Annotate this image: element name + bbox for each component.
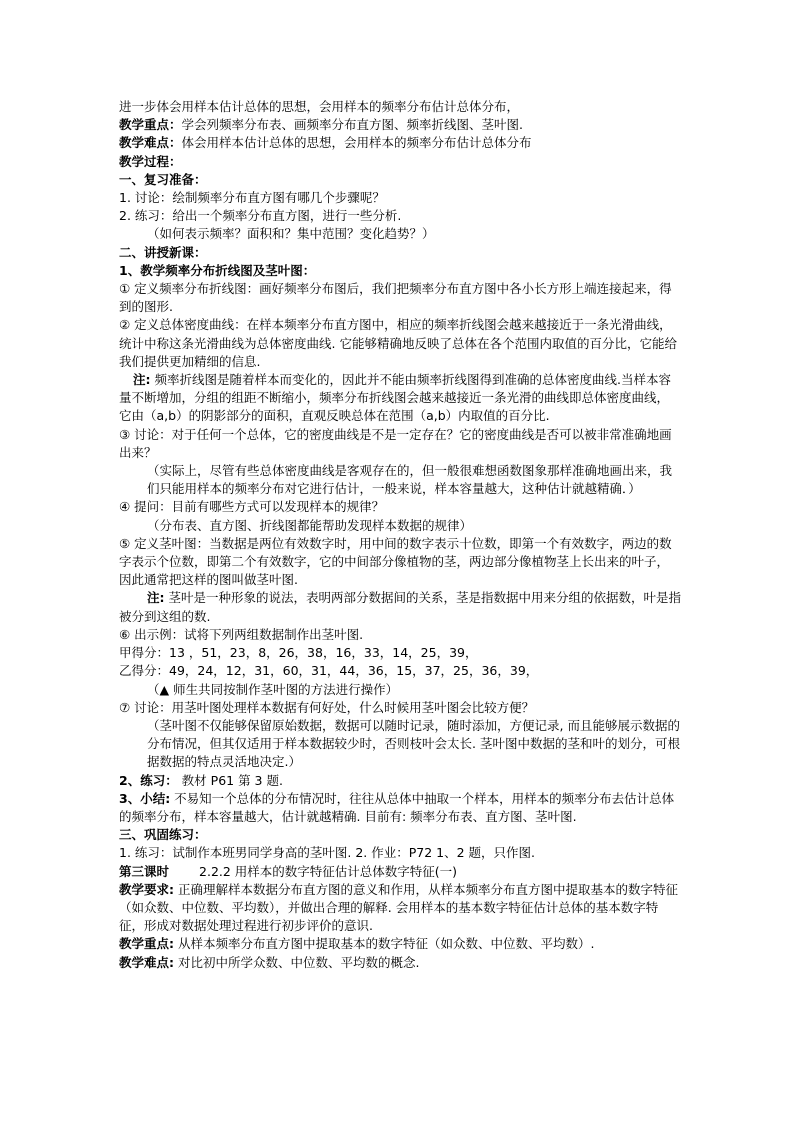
discussion-3-answer: （实际上，尽管有些总体密度曲线是客观存在的，但一般很难想函数图象那样准确地画出来，我们只能用样本的频率分布对它进行估计，一般来说，样本容量越大，这种估计就越精确．） <box>147 463 673 497</box>
note-frequency-polygon <box>119 371 681 426</box>
summary-label: 3、小结: <box>119 790 171 806</box>
difficulty-2-label: 教学难点: <box>119 954 174 970</box>
teaching-difficulty-text: 体会用样本估计总体的思想，会用样本的频率分布估计总体分布 <box>181 135 532 151</box>
exercise-2-label: 2、练习： <box>119 772 178 788</box>
lesson-3-text: 2.2.2 用样本的数字特征估计总体数字特征(一) <box>199 863 458 879</box>
teaching-difficulty <box>119 134 681 152</box>
note-text-2: 茎叶是一种形象的说法，表明两部分数据间的关系，茎是指数据中用来分组的依据数，叶是指被分到这组的数. <box>119 590 681 624</box>
lesson-3-label: 第三课时 <box>119 863 170 879</box>
question-4-answer: （分布表、直方图、折线图都能帮助发现样本数据的规律） <box>147 517 473 533</box>
summary-text: 不易知一个总体的分布情况时，往往从总体中抽取一个样本，用样本的频率分布去估计总体的频率分布，样本容量越大，估计就越精确. 目前有: 频率分布表、直方图、茎叶图. <box>119 790 675 824</box>
note-text: 频率折线图是随着样本而变化的，因此并不能由频率折线图得到准确的总体密度曲线.当样本容量不断增加，分组的组距不断缩小，频率分布折线图会越来越接近一条光滑的曲线即总体密度曲线，它由（a,b）的阴影部分的面积，直观反映总体在范围（a,b）内取值的百分比. <box>119 372 671 424</box>
teaching-focus <box>119 116 681 134</box>
note-label: 注: <box>133 372 151 388</box>
scores-jia: 甲得分：13 ，51，23，8，26，38，16，33，14，25，39， <box>119 645 478 661</box>
focus-2-text: 从样本频率分布直方图中提取基本的数字特征（如众数、中位数、平均数）. <box>174 936 595 952</box>
teaching-focus-2 <box>119 935 681 953</box>
new-lesson-heading: 二、讲授新课： <box>119 244 207 260</box>
requirements-text: 正确理解样本数据分布直方图的意义和作用，从样本频率分布直方图中提取基本的数字特征（如众数、中位数、平均数），并做出合理的解释. 会用样本的基本数字特征估计总体的基本数字特征，形成对数据处理过程进行初步评价的意识. <box>119 881 678 934</box>
teaching-difficulty-label: 教学难点： <box>119 135 182 151</box>
scores-yi: 乙得分：49，24，12，31，60，31，44，36，15，37，25，36，39， <box>119 663 539 679</box>
review-heading: 一、复习准备： <box>119 171 207 187</box>
note-label-2: 注: <box>147 590 165 606</box>
section-1-heading: 1、教学频率分布折线图及茎叶图： <box>119 262 316 278</box>
consolidation-heading: 三、巩固练习： <box>119 827 207 843</box>
consolidation-items: 1. 练习：试制作本班男同学身高的茎叶图. 2. 作业：P72 1、2 题，只作图. <box>119 845 536 861</box>
teaching-focus-label: 教学重点： <box>119 117 182 133</box>
def-frequency-polygon: ① 定义频率分布折线图：画好频率分布图后，我们把频率分布直方图中各小长方形上端连接起来，得到的图形. <box>119 281 672 315</box>
def-density-curve: ② 定义总体密度曲线：在样本频率分布直方图中，相应的频率折线图会越来越接近于一条光滑曲线，统计中称这条光滑曲线为总体密度曲线. 它能够精确地反映了总体在各个范围内取值的百分比，它能给我们提供更加精细的信息. <box>119 317 677 369</box>
exercise-2 <box>119 772 681 790</box>
def-stem-leaf: ⑤ 定义茎叶图：当数据是两位有效数字时，用中间的数字表示十位数，即第一个有效数字，两边的数字表示个位数，即第二个有效数字，它的中间部分像植物的茎，两边部分像植物茎上长出来的叶子，因此通常把这样的图叫做茎叶图. <box>119 535 672 588</box>
intro-line: 进一步体会用样本估计总体的思想，会用样本的频率分布估计总体分布， <box>119 99 520 114</box>
focus-2-label: 教学重点: <box>119 936 174 952</box>
difficulty-2-text: 对比初中所学众数、中位数、平均数的概念. <box>174 954 420 970</box>
discussion-7-answer: （茎叶图不仅能够保留原始数据，数据可以随时记录，随时添加，方便记录, 而且能够展示数据的分布情况，但其仅适用于样本数据较少时，否则枝叶会太长. 茎叶图中数据的茎和叶的划分，可根据数据的特点灵活地决定.） <box>147 717 680 770</box>
discussion-7: ⑦ 讨论：用茎叶图处理样本数据有何好处，什么时候用茎叶图会比较方便？ <box>119 699 535 715</box>
lesson-3-title <box>119 863 681 881</box>
document-page <box>119 98 681 972</box>
review-item-2: 2. 练习：给出一个频率分布直方图，进行一些分析. <box>119 208 402 224</box>
discussion-3: ③ 讨论：对于任何一个总体，它的密度曲线是不是一定存在？它的密度曲线是否可以被非常准确地画出来？ <box>119 426 672 460</box>
teaching-process-heading: 教学过程： <box>119 153 182 169</box>
teaching-requirements <box>119 881 681 936</box>
note-stem-leaf <box>119 589 681 625</box>
teaching-focus-text: 学会列频率分布表、画频率分布直方图、频率折线图、茎叶图. <box>181 117 523 133</box>
review-note: （如何表示频率？面积和？集中范围？变化趋势？） <box>147 226 435 242</box>
operation-note: （▲ 师生共同按制作茎叶图的方法进行操作） <box>147 681 399 697</box>
requirements-label: 教学要求: <box>119 881 174 897</box>
question-4: ④ 提问：目前有哪些方式可以发现样本的规律？ <box>119 499 385 515</box>
review-item-1: 1. 讨论：绘制频率分布直方图有哪几个步骤呢？ <box>119 190 385 206</box>
teaching-difficulty-2 <box>119 954 681 972</box>
exercise-2-text: 教材 P61 第 3 题. <box>177 772 283 788</box>
summary-3 <box>119 790 681 826</box>
example-6: ⑥ 出示例：试将下列两组数据制作出茎叶图. <box>119 626 364 642</box>
